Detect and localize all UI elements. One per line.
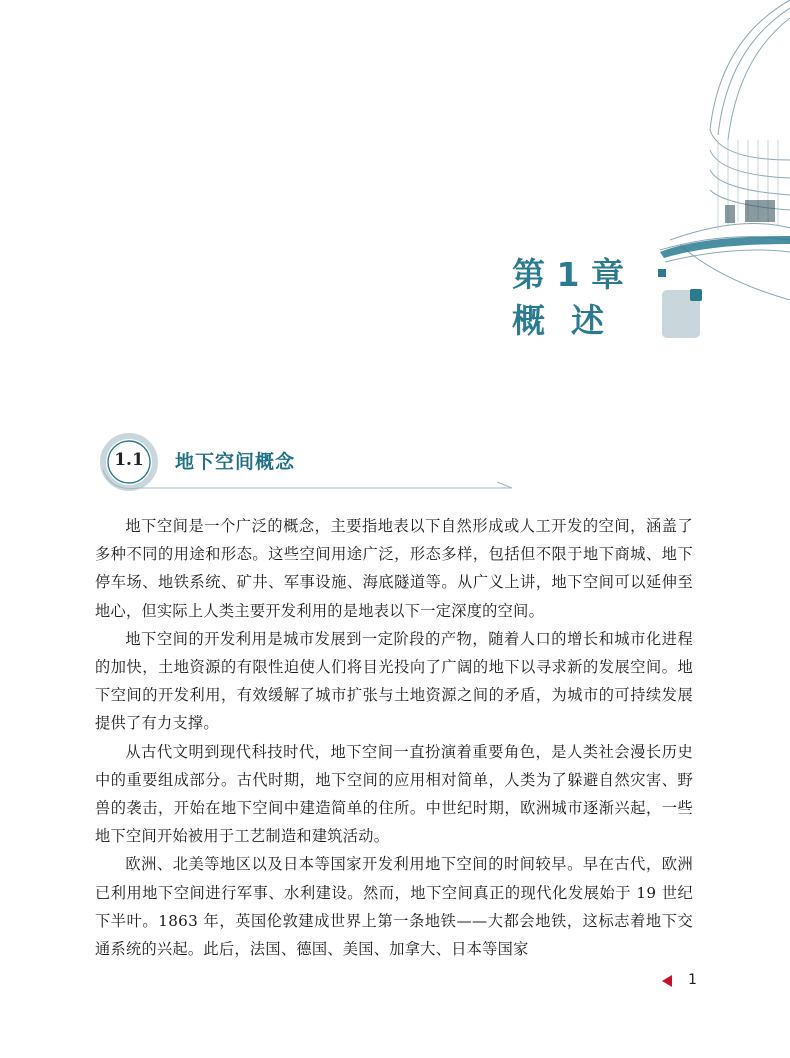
chapter-number: 第 1 章 (512, 255, 624, 294)
section-heading (92, 430, 522, 500)
chapter-heading (512, 252, 630, 344)
section-title: 地下空间概念 (175, 451, 296, 473)
triangle-left-icon (662, 975, 672, 987)
body-text (95, 512, 693, 963)
page-number: 1 (688, 972, 697, 988)
chapter-title: 概述 (512, 301, 630, 340)
decorative-square-small (658, 269, 666, 277)
paragraph: 从古代文明到现代科技时代，地下空间一直扮演着重要角色，是人类社会漫长历史中的重要组成部分。古代时期，地下空间的应用相对简单，人类为了躲避自然灾害、野兽的袭击，开始在地下空间中建造简单的住所。中世纪时期，欧洲城市逐渐兴起，一些地下空间开始被用于工艺制造和建筑活动。 (95, 742, 693, 846)
decorative-square-medium (690, 289, 702, 301)
paragraph: 地下空间的开发利用是城市发展到一定阶段的产物，随着人口的增长和城市化进程的加快，土地资源的有限性迫使人们将目光投向了广阔的地下以寻求新的发展空间。地下空间的开发利用，有效缓解了城市扩张与土地资源之间的矛盾，为城市的可持续发展提供了有力支撑。 (95, 629, 693, 733)
page-footer (662, 972, 722, 992)
paragraph: 地下空间是一个广泛的概念，主要指地表以下自然形成或人工开发的空间，涵盖了多种不同的用途和形态。这些空间用途广泛，形态多样，包括但不限于地下商城、地下停车场、地铁系统、矿井、军事设施、海底隧道等。从广义上讲，地下空间可以延伸至地心，但实际上人类主要开发利用的是地表以下一定深度的空间。 (95, 517, 693, 620)
section-badge-icon (92, 430, 522, 500)
paragraph: 欧洲、北美等地区以及日本等国家开发利用地下空间的时间较早。早在古代，欧洲已利用地下空间进行军事、水利建设。然而，地下空间真正的现代化发展始于 19 世纪下半叶。1863 年，英国伦敦建成世界上第一条地铁——大都会地铁，这标志着地下交通系统的兴起。此后，法国、德国、美国、加拿大、日本等国家 (95, 855, 693, 959)
section-number: 1.1 (114, 450, 144, 470)
